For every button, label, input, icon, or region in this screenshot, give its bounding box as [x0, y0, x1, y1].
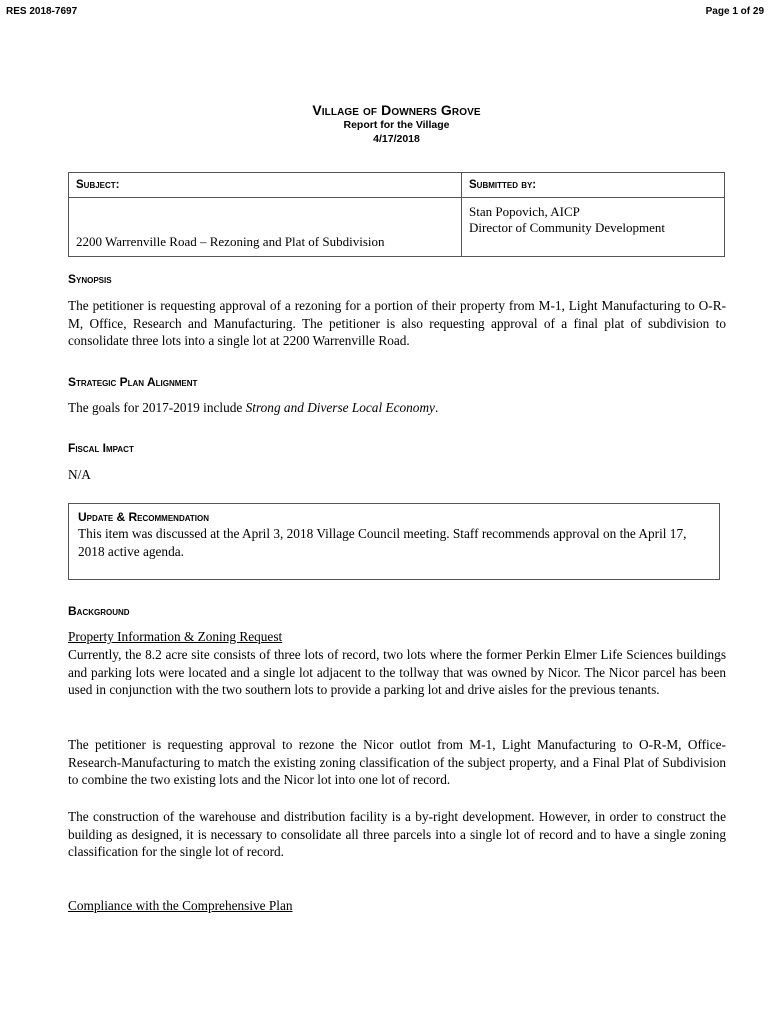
strategic-text — [68, 399, 726, 417]
fiscal-text: N/A — [68, 467, 91, 482]
subject-table — [68, 172, 725, 257]
update-recommendation-box — [68, 503, 720, 580]
background-paragraph-3: The construction of the warehouse and distribution facility is a by-right development. However, in order to construct the building as designed, it is necessary to consolidate all three parcels into a single lot of record and to have a single zoning classification for the single lot of record. — [68, 809, 726, 859]
page-number: Page 1 of 29 — [705, 6, 764, 17]
report-subtitle: Report for the Village — [343, 119, 450, 131]
document-id: RES 2018-7697 — [6, 6, 78, 17]
subject-value: 2200 Warrenville Road – Rezoning and Plat of Subdivision — [69, 198, 462, 257]
update-text: This item was discussed at the April 3, 2018 Village Council meeting. Staff recommends approval on the April 17, 2018 active agenda. — [78, 526, 687, 559]
subject-label: Subject: — [69, 173, 462, 198]
submitter-name: Stan Popovich, AICP — [469, 204, 580, 219]
synopsis-text: The petitioner is requesting approval of a rezoning for a portion of their property from M-1, Light Manufacturing to O-R-M, Office, Research and Manufacturing. The petitioner is also requesting approval of a final plat of subdivision to consolidate three lots into a single lot at 2200 Warrenville Road. — [68, 298, 726, 348]
strategic-text-suffix: . — [434, 400, 439, 415]
report-date: 4/17/2018 — [373, 133, 420, 145]
submitter-cell — [462, 198, 725, 257]
report-title: Village of Downers Grove — [312, 102, 481, 118]
submitted-by-label: Submitted by: — [462, 173, 725, 198]
submitter-title: Director of Community Development — [469, 220, 666, 235]
background-paragraph-2: The petitioner is requesting approval to rezone the Nicor outlot from M-1, Light Manufacturing to O-R-M, Office-Research-Manufacturing to match the existing zoning classification of the subject property, and a Final Plat of Subdivision to combine the two existing lots and the Nicor lot into one lot of record. — [68, 737, 726, 787]
strategic-text-prefix: The goals for 2017-2019 include — [68, 400, 246, 415]
background-heading: Background — [68, 604, 130, 618]
background-paragraph-1: Currently, the 8.2 acre site consists of three lots of record, two lots where the former Perkin Elmer Life Sciences buildings and parking lots were located and a single lot adjacent to the tollway that was owned by Nicor. The Nicor parcel has been used in conjunction with the two southern lots to provide a parking lot and drive aisles for the previous tenants. — [68, 647, 726, 697]
fiscal-heading: Fiscal Impact — [68, 441, 134, 455]
strategic-goal: Strong and Diverse Local Economy — [245, 400, 435, 415]
property-info-subheading: Property Information & Zoning Request — [68, 629, 283, 644]
synopsis-heading: Synopsis — [68, 272, 112, 286]
update-heading: Update & Recommendation — [78, 510, 210, 524]
compliance-subheading: Compliance with the Comprehensive Plan — [68, 898, 293, 913]
report-title-block — [0, 102, 770, 146]
strategic-heading: Strategic Plan Alignment — [68, 375, 198, 389]
